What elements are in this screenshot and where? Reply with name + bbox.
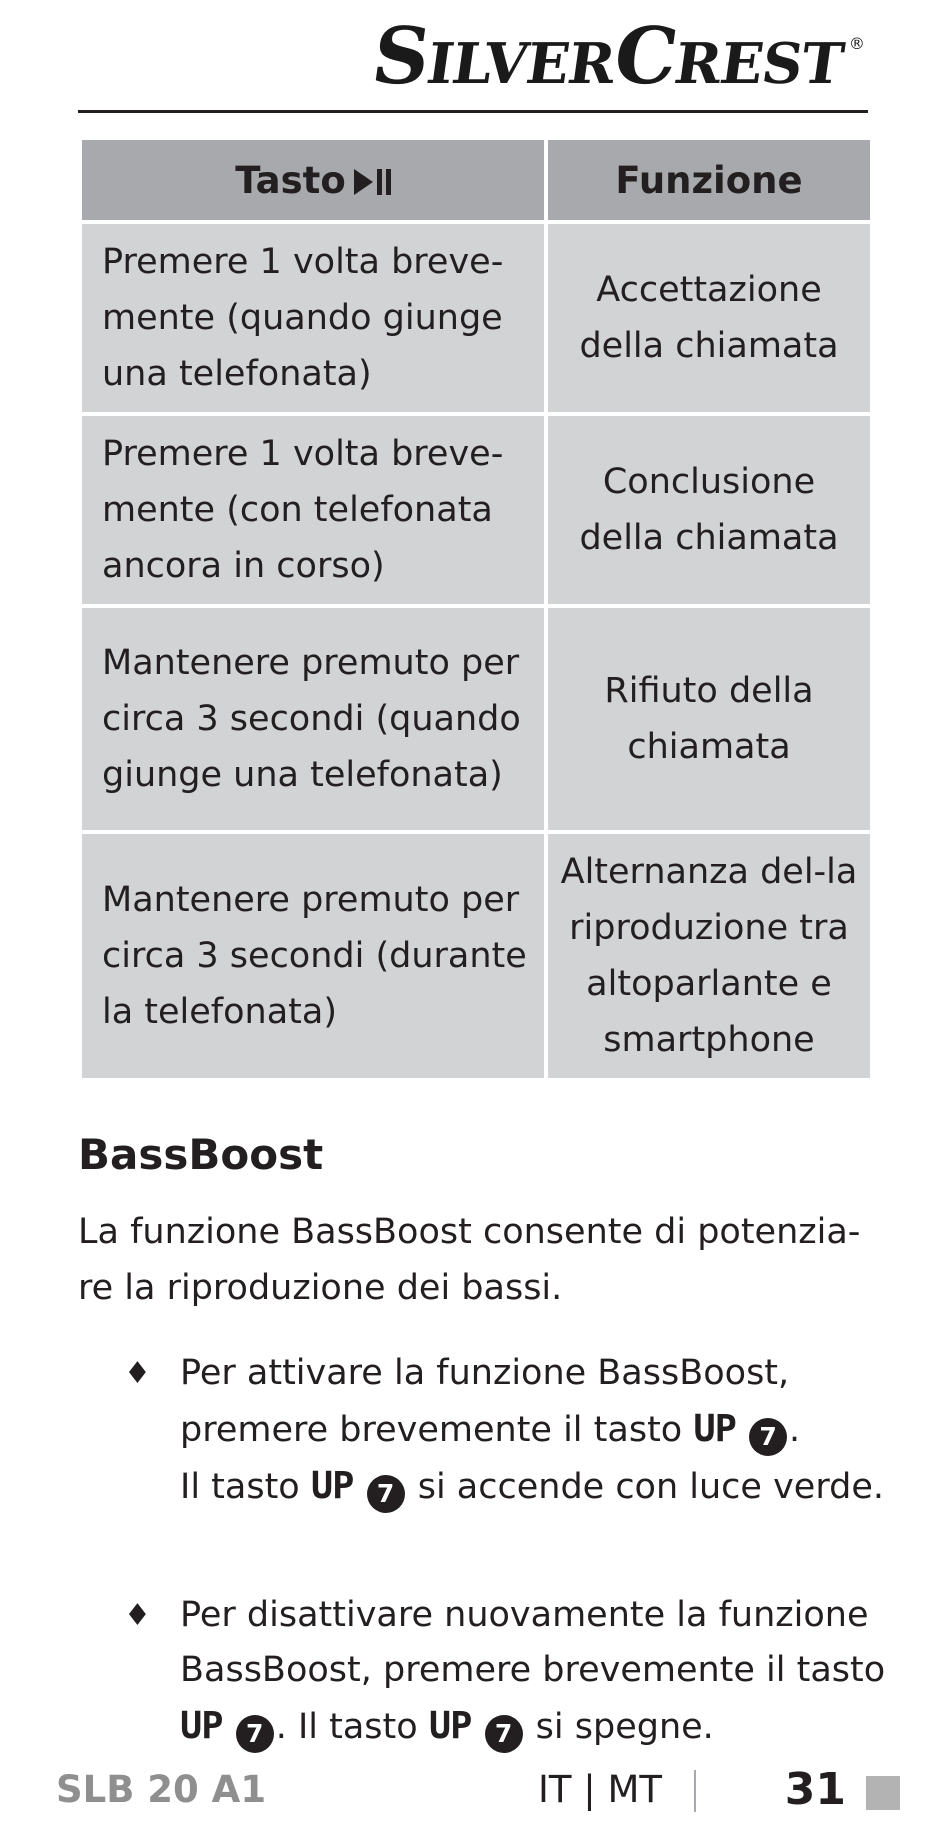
number-7-icon: 7 (485, 1715, 523, 1753)
header-function: Funzione (548, 140, 870, 220)
number-7-icon: 7 (749, 1418, 787, 1456)
up-key-label: UP (693, 1407, 736, 1450)
model-number: SLB 20 A1 (56, 1768, 267, 1811)
section-title: BassBoost (78, 1130, 324, 1179)
intro-paragraph: La funzione BassBoost consente di potenzia-re la riproduzione dei bassi. (78, 1212, 861, 1308)
up-key-label: UP (310, 1464, 354, 1507)
footer-divider (694, 1770, 696, 1812)
row-action: Premere 1 volta breve-mente (con telefonata ancora in corso) (82, 416, 544, 604)
page-number: 31 (784, 1764, 846, 1815)
bullet-diamond-icon: ♦ (124, 1598, 151, 1633)
row-function: Rifiuto della chiamata (548, 608, 870, 830)
language-codes: IT | MT (537, 1768, 662, 1811)
row-function: Conclusione della chiamata (548, 416, 870, 604)
table-header-row (82, 140, 870, 220)
table-row (82, 608, 870, 830)
header-rule (78, 110, 868, 113)
page-footer (56, 1762, 900, 1818)
table-row (82, 224, 870, 412)
up-key-label: UP (180, 1704, 223, 1747)
number-7-icon: 7 (367, 1475, 405, 1513)
function-table (78, 136, 874, 1082)
number-7-icon: 7 (236, 1715, 274, 1753)
table-row (82, 834, 870, 1078)
up-key-label: UP (428, 1704, 472, 1747)
table-row (82, 416, 870, 604)
play-pause-icon (354, 169, 391, 195)
row-function: Accettazione della chiamata (548, 224, 870, 412)
row-action: Mantenere premuto per circa 3 secondi (quando giunge una telefonata) (82, 608, 544, 830)
row-function: Alternanza del-la riproduzione tra altoparlante e smartphone (548, 834, 870, 1078)
row-action: Premere 1 volta breve-mente (quando giunge una telefonata) (82, 224, 544, 412)
brand-logo: S ILVER C REST ® (366, 11, 864, 102)
header-key: Tasto (82, 140, 544, 220)
row-action: Mantenere premuto per circa 3 secondi (durante la telefonata) (82, 834, 544, 1078)
page-marker-square-icon (866, 1776, 900, 1810)
bullet-diamond-icon: ♦ (124, 1356, 151, 1391)
